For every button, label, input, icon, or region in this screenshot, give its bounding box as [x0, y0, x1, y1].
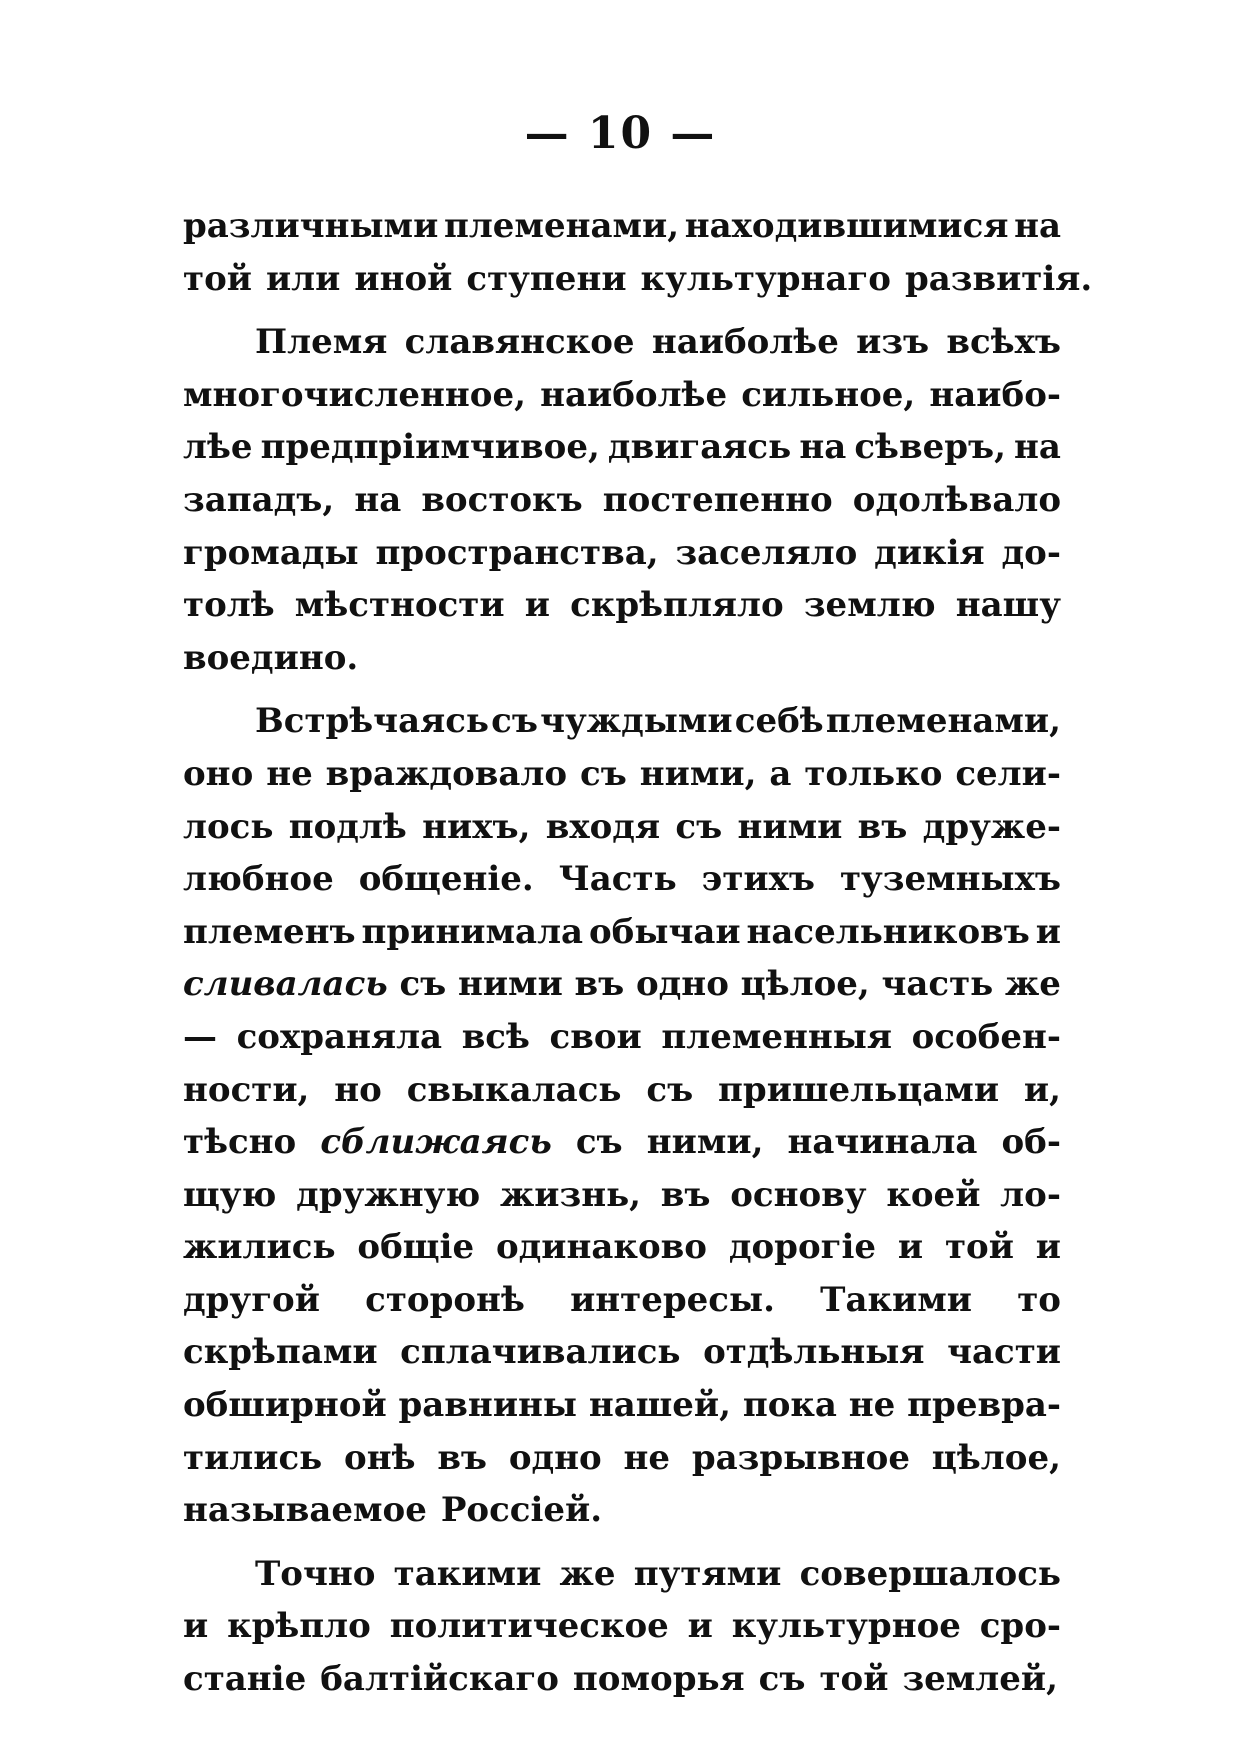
word: онѣ: [344, 1437, 416, 1478]
page-number: — 10 —: [524, 108, 717, 159]
word: равнины: [398, 1385, 577, 1426]
word: ло-: [1000, 1174, 1061, 1215]
word: коей: [886, 1174, 981, 1215]
word: насельниковъ: [746, 911, 1030, 952]
word: путями: [633, 1553, 782, 1594]
word: совершалось: [799, 1553, 1061, 1594]
word: сро-: [979, 1606, 1061, 1647]
word: —: [183, 1016, 217, 1057]
text-line: [183, 1600, 1061, 1653]
word: Такими: [820, 1279, 972, 1320]
word: сохраняла: [236, 1016, 443, 1057]
paragraph-gap: [183, 305, 1061, 316]
word: цѣлое,: [740, 964, 870, 1005]
word: любное: [183, 859, 334, 900]
text-line: [183, 369, 1061, 422]
word: только: [804, 753, 943, 794]
word: и: [183, 1606, 209, 1647]
word: сторонѣ: [365, 1279, 525, 1320]
word: сели-: [955, 753, 1061, 794]
word: тились: [183, 1437, 323, 1478]
word: скрѣпляло: [570, 585, 784, 626]
text-line: [183, 1116, 1061, 1169]
word: громады: [183, 532, 359, 573]
word: Встрѣчаясь: [255, 701, 489, 742]
word: превра-: [907, 1385, 1061, 1426]
word: сплачивались: [400, 1332, 681, 1373]
word: же: [559, 1553, 616, 1594]
word: не: [623, 1437, 671, 1478]
word: политическое: [389, 1606, 669, 1647]
word: тѣсно: [183, 1122, 297, 1163]
word: находившимися: [684, 206, 1009, 246]
text-line: [183, 958, 1061, 1011]
text-line: [183, 474, 1061, 527]
word: друже-: [922, 806, 1061, 847]
word: съ: [580, 753, 627, 794]
word: съ: [758, 1659, 806, 1700]
text-line: [183, 200, 1061, 253]
word: съ: [399, 964, 447, 1005]
word: Племя: [255, 322, 388, 363]
word: одно: [635, 964, 729, 1005]
word: пространства,: [375, 532, 659, 573]
word: то: [1017, 1279, 1061, 1320]
word: одно: [508, 1437, 602, 1478]
word: скрѣпами: [183, 1332, 378, 1373]
word: ними,: [646, 1122, 764, 1163]
paragraph: [183, 200, 1093, 305]
word: ними: [457, 964, 563, 1005]
paragraph-gap: [183, 684, 1061, 695]
text-line: [183, 632, 1061, 685]
word: въ: [437, 1437, 488, 1478]
word: до-: [1001, 532, 1061, 573]
paragraph: [183, 1548, 1061, 1706]
word: общеніе.: [358, 859, 534, 900]
word: той: [944, 1227, 1014, 1268]
word: на: [354, 479, 402, 520]
word: дорогіе: [728, 1227, 877, 1268]
word: туземныхъ: [839, 859, 1061, 900]
word: жились: [183, 1227, 336, 1268]
word: двигаясь: [607, 427, 792, 468]
word: дикія: [874, 532, 985, 573]
word: отдѣльныя: [703, 1332, 925, 1373]
word: и: [1035, 1227, 1061, 1268]
word: не: [266, 753, 313, 794]
word: сѣверъ,: [854, 427, 1006, 468]
word: об-: [1001, 1122, 1061, 1163]
word: на: [1014, 206, 1061, 246]
text-line: [183, 1274, 1061, 1327]
word: той: [819, 1659, 889, 1700]
word: ними: [737, 806, 843, 847]
word: племенъ: [183, 911, 356, 952]
word: подлѣ: [288, 806, 407, 847]
word: западъ,: [183, 479, 335, 520]
word: общіе: [357, 1227, 475, 1268]
word: многочисленное,: [183, 374, 526, 415]
word: поморья: [572, 1659, 745, 1700]
word: землю: [803, 585, 936, 626]
word: съ: [646, 1069, 694, 1110]
word: развитія.: [904, 258, 1093, 299]
word: лось: [183, 806, 274, 847]
word: Точно: [255, 1553, 376, 1594]
word: и: [897, 1227, 924, 1268]
word: щую: [183, 1174, 277, 1215]
word: часть: [881, 964, 994, 1005]
word: постепенно: [602, 479, 833, 520]
word: на: [1014, 427, 1061, 468]
word: не: [848, 1385, 896, 1426]
word: ступени: [466, 258, 627, 299]
word: ности,: [183, 1069, 310, 1110]
word: заселяло: [675, 532, 858, 573]
word: обычаи: [589, 911, 741, 952]
word: ними,: [639, 753, 757, 794]
text-line: [183, 1548, 1061, 1601]
word: цѣлое,: [931, 1437, 1061, 1478]
word: племенами,: [443, 206, 680, 246]
text-line: [183, 1011, 1061, 1064]
word: принимала: [361, 911, 584, 952]
text-line: [183, 801, 1061, 854]
paragraph-gap: [183, 1537, 1061, 1548]
text-line: [183, 906, 1061, 959]
text-line: [183, 1653, 1061, 1706]
word: нихъ,: [422, 806, 531, 847]
word: наибо-: [929, 374, 1061, 415]
word: крѣпло: [227, 1606, 371, 1647]
word: чуждыми: [540, 701, 733, 742]
word: Россіей.: [440, 1490, 603, 1531]
word: станіе: [183, 1659, 307, 1700]
word: славянское: [404, 322, 635, 363]
word: разрывное: [691, 1437, 910, 1478]
word: одинаково: [495, 1227, 707, 1268]
word: той: [183, 258, 252, 299]
word: въ: [857, 806, 908, 847]
word: толѣ: [183, 585, 275, 626]
word: обширной: [183, 1385, 387, 1426]
word: сближаясь: [320, 1122, 552, 1163]
text-line: [183, 853, 1061, 906]
word: пока: [742, 1385, 837, 1426]
text-line: [183, 527, 1061, 580]
word: Часть: [558, 859, 677, 900]
text-line: [183, 748, 1061, 801]
word: востокъ: [421, 479, 583, 520]
word: нашу: [955, 585, 1061, 626]
text-line: [183, 421, 1061, 474]
word: называемое: [183, 1490, 427, 1531]
word: племенами,: [825, 701, 1061, 742]
word: въ: [574, 964, 625, 1005]
word: особен-: [911, 1016, 1061, 1057]
word: свои: [549, 1016, 642, 1057]
word: но: [334, 1069, 382, 1110]
text-line: [183, 1432, 1061, 1485]
word: балтійскаго: [320, 1659, 559, 1700]
word: нашей,: [588, 1385, 731, 1426]
word: наиболѣе: [540, 374, 728, 415]
paragraph: [183, 695, 1061, 1537]
text-line: [183, 1484, 1061, 1537]
word: пришельцами: [718, 1069, 1000, 1110]
word: враждовало: [325, 753, 568, 794]
text-line: [183, 1064, 1061, 1117]
word: воедино.: [183, 637, 359, 678]
word: же: [1004, 964, 1061, 1005]
word: съ: [675, 806, 723, 847]
word: культурнаго: [640, 258, 891, 299]
word: оно: [183, 753, 254, 794]
text-line: [183, 1326, 1061, 1379]
paragraph: [183, 316, 1061, 684]
word: другой: [183, 1279, 320, 1320]
word: и: [687, 1606, 713, 1647]
word: такими: [393, 1553, 542, 1594]
word: наиболѣе: [651, 322, 839, 363]
word: сильное,: [741, 374, 916, 415]
text-line: [183, 1221, 1061, 1274]
text-line: [183, 253, 1093, 306]
text-line: [183, 1169, 1061, 1222]
word: сливалась: [183, 964, 388, 1005]
word: съ: [491, 701, 538, 742]
word: этихъ: [701, 859, 815, 900]
word: интересы.: [570, 1279, 775, 1320]
word: или: [265, 258, 341, 299]
word: и,: [1023, 1069, 1061, 1110]
word: лѣе: [183, 427, 253, 468]
word: всѣхъ: [946, 322, 1061, 363]
word: землей,: [902, 1659, 1058, 1700]
word: себѣ: [734, 701, 824, 742]
word: начинала: [787, 1122, 978, 1163]
text-line: [183, 579, 1061, 632]
word: на: [799, 427, 847, 468]
word: въ: [660, 1174, 711, 1215]
word: жизнь,: [499, 1174, 642, 1215]
text-line: [183, 1379, 1061, 1432]
word: одолѣвало: [852, 479, 1061, 520]
text-line: [183, 316, 1061, 369]
word: части: [947, 1332, 1061, 1373]
word: входя: [545, 806, 661, 847]
word: племенныя: [661, 1016, 893, 1057]
word: изъ: [856, 322, 930, 363]
word: иной: [354, 258, 453, 299]
word: свыкалась: [406, 1069, 622, 1110]
text-line: [183, 695, 1061, 748]
word: различными: [183, 206, 439, 246]
body-text: [183, 200, 1093, 1706]
word: культурное: [731, 1606, 961, 1647]
word: всѣ: [461, 1016, 530, 1057]
word: предпріимчивое,: [260, 427, 600, 468]
word: съ: [575, 1122, 623, 1163]
word: дружную: [296, 1174, 481, 1215]
word: и: [524, 585, 550, 626]
word: а: [769, 753, 792, 794]
word: и: [1035, 911, 1061, 952]
word: основу: [730, 1174, 867, 1215]
word: мѣстности: [294, 585, 505, 626]
